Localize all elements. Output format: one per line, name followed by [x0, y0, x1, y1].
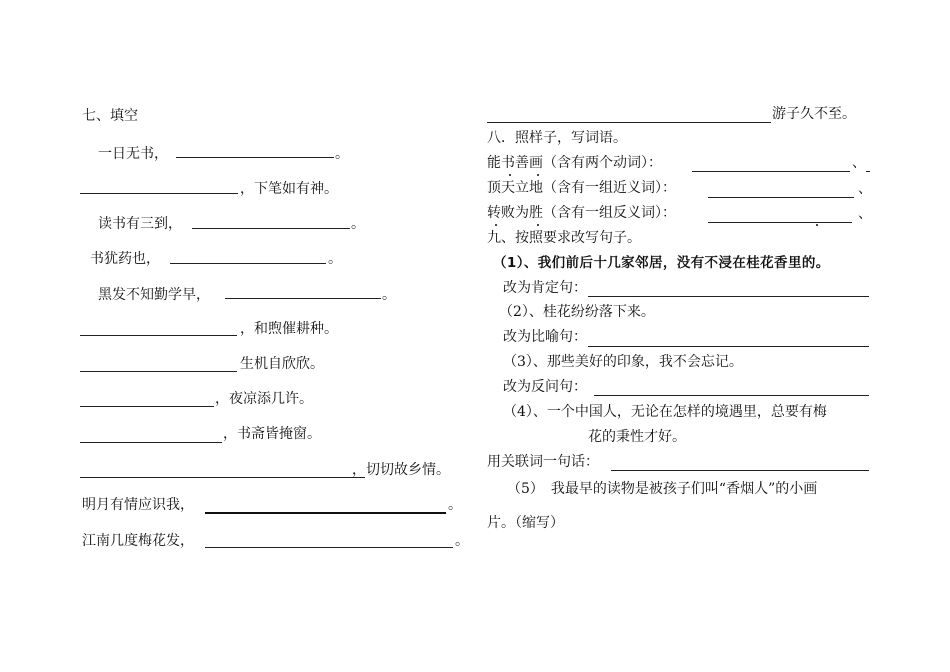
emphasis-dot: [816, 224, 818, 226]
fill-blank-7[interactable]: [80, 371, 237, 372]
fill-blank-4[interactable]: [170, 263, 326, 264]
fill-line-4-prefix: 书犹药也，: [90, 251, 160, 267]
fill-blank-6[interactable]: [80, 335, 237, 336]
word-blank-2a[interactable]: [708, 197, 854, 198]
fill-line-12-prefix: 江南几度梅花发，: [82, 533, 194, 549]
rewrite-blank-4[interactable]: [611, 470, 869, 471]
fill-line-11-prefix: 明月有情应识我，: [82, 497, 194, 513]
fill-line-8-suffix: ，夜凉添几许。: [215, 391, 313, 407]
fill-line-13-suffix: 游子久不至。: [772, 106, 856, 122]
fill-blank-5[interactable]: [225, 298, 381, 299]
emphasis-dot: [537, 224, 539, 226]
word-hint-3: （含有一组反义词）：: [543, 205, 676, 221]
sentence-4-requirement: 用关联词一句话：: [487, 454, 599, 470]
sentence-4-line-2: 花的秉性才好。: [588, 429, 686, 445]
section-8-title: 八．照样子，写词语。: [487, 130, 627, 146]
fill-blank-10[interactable]: [80, 477, 365, 478]
fill-blank-12[interactable]: [205, 547, 453, 548]
word-example-2: 顶天立地: [487, 180, 543, 196]
fill-line-6-suffix: ，和煦催耕种。: [240, 321, 338, 337]
emphasis-dot: [537, 174, 539, 176]
fill-line-9-suffix: ，书斋皆掩窗。: [223, 426, 321, 442]
fill-line-2-suffix: ，下笔如有神。: [240, 181, 338, 197]
fill-line-3-suffix: 。: [351, 216, 365, 232]
fill-line-5-prefix: 黑发不知勤学早，: [98, 287, 210, 303]
fill-blank-2[interactable]: [80, 193, 238, 194]
emphasis-dot: [509, 174, 511, 176]
word-sep-2: 、: [858, 181, 872, 197]
word-blank-1a[interactable]: [692, 171, 850, 172]
fill-blank-11[interactable]: [205, 512, 446, 514]
word-blank-3a[interactable]: [708, 222, 852, 223]
fill-line-1-suffix: 。: [335, 146, 349, 162]
fill-blank-13[interactable]: [487, 122, 771, 123]
fill-line-7-suffix: 生机自欣欣。: [240, 356, 324, 372]
fill-blank-8[interactable]: [80, 406, 214, 407]
rewrite-blank-2[interactable]: [588, 346, 869, 347]
sentence-2-requirement: 改为比喻句：: [503, 329, 587, 345]
fill-line-5-suffix: 。: [382, 287, 396, 303]
section-7-title: 七、填空: [82, 108, 138, 124]
word-example-1: 能书善画: [487, 155, 543, 171]
fill-line-4-suffix: 。: [328, 251, 342, 267]
word-example-3: 转败为胜: [487, 205, 543, 221]
word-hint-1: （含有两个动词）：: [543, 155, 662, 171]
rewrite-blank-1[interactable]: [588, 296, 869, 297]
sentence-5-line-1: （5） 我最早的读物是被孩子们叫“香烟人”的小画: [507, 481, 818, 497]
fill-line-11-suffix: 。: [448, 497, 462, 513]
rewrite-blank-3[interactable]: [594, 395, 869, 396]
fill-line-3-prefix: 读书有三到，: [98, 216, 182, 232]
sentence-5-line-2: 片。（缩写）: [487, 515, 564, 531]
word-sep-1: 、: [852, 155, 866, 171]
fill-line-12-suffix: 。: [455, 533, 469, 549]
sentence-3-requirement: 改为反问句：: [503, 379, 587, 395]
emphasis-dot: [495, 224, 497, 226]
sentence-1-requirement: 改为肯定句：: [503, 280, 587, 296]
fill-blank-9[interactable]: [80, 442, 222, 443]
fill-blank-1[interactable]: [176, 157, 334, 158]
word-hint-2: （含有一组近义词）：: [543, 180, 676, 196]
fill-line-1-prefix: 一日无书，: [98, 146, 168, 162]
fill-blank-3[interactable]: [192, 228, 350, 229]
section-9-title: 九、按照要求改写句子。: [487, 230, 641, 246]
sentence-3: （3）、那些美好的印象，我不会忘记。: [503, 354, 743, 370]
fill-line-10-suffix: ，切切故乡情。: [352, 462, 450, 478]
sentence-4-line-1: （4）、一个中国人，无论在怎样的境遇里，总要有梅: [503, 404, 827, 420]
word-blank-1b[interactable]: [866, 171, 870, 172]
sentence-1: （1）、我们前后十几家邻居，没有不浸在桂花香里的。: [493, 255, 830, 271]
sentence-2: （2）、桂花纷纷落下来。: [499, 304, 655, 320]
word-sep-3: 、: [858, 206, 872, 222]
